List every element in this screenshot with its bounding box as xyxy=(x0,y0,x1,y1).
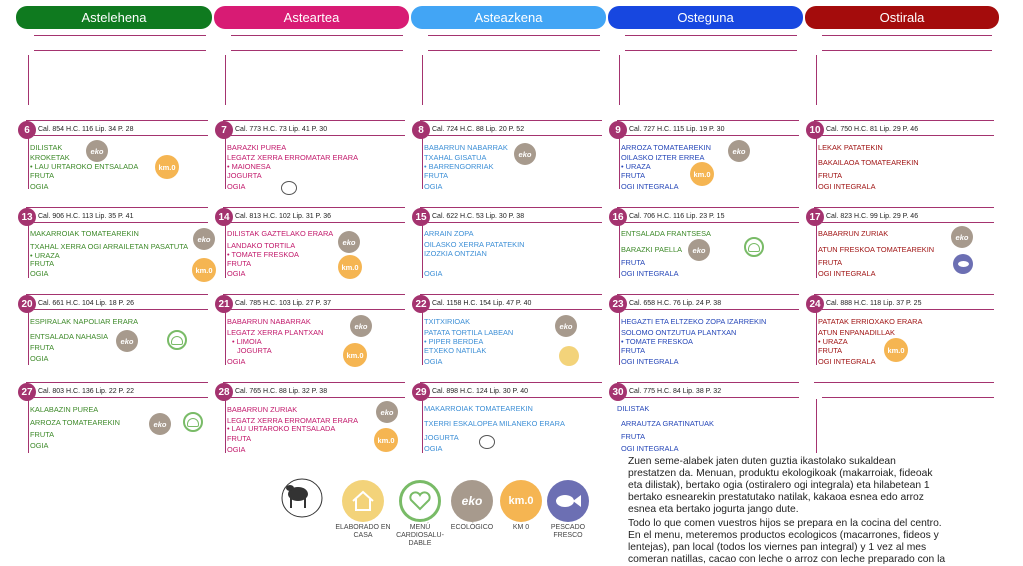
km0-icon: km.0 xyxy=(338,255,362,279)
header-ostirala: Ostirala xyxy=(805,6,999,29)
note-line: prestatzen da. Menuan, produktu ekologikoak (makarroiak, fideoak xyxy=(628,468,933,479)
eko-icon: eko xyxy=(555,315,577,337)
km0-icon: km.0 xyxy=(343,343,367,367)
heart-icon xyxy=(399,480,441,522)
heart-icon xyxy=(167,330,187,350)
km0-icon: km.0 xyxy=(884,338,908,362)
house-icon xyxy=(342,480,384,522)
legend-label-eko: ECOLÓGICO xyxy=(450,524,494,531)
note-line: Todo lo que comen vuestros hijos se prepara en la cocina del centro. xyxy=(628,518,942,529)
legend-label-fish: PESCADO FRESCO xyxy=(550,524,586,539)
eko-icon: eko xyxy=(688,239,710,261)
eko-icon: eko xyxy=(451,480,493,522)
eko-icon: eko xyxy=(86,140,108,162)
eko-icon: eko xyxy=(350,315,372,337)
eko-icon: eko xyxy=(193,228,215,250)
fish-icon xyxy=(953,254,973,274)
note-line: bertako esnearekin prestatutako natilak, kakaoa esnea edo arroz xyxy=(628,492,924,503)
heart-icon xyxy=(744,237,764,257)
legend-label-house: ELABORADO EN CASA xyxy=(335,524,391,539)
eko-icon: eko xyxy=(728,140,750,162)
header-osteguna: Osteguna xyxy=(608,6,803,29)
eko-icon: eko xyxy=(338,231,360,253)
header-asteartea: Asteartea xyxy=(214,6,409,29)
agerre-logo-icon xyxy=(278,178,300,198)
km0-icon: km.0 xyxy=(374,428,398,452)
km0-icon: km.0 xyxy=(192,258,216,282)
fish-icon xyxy=(547,480,589,522)
note-line: esnea eta bertako jogurta jango dute. xyxy=(628,504,799,515)
eko-icon: eko xyxy=(376,401,398,423)
note-line: lentejas), pan local (todos los viernes pan integral) y 1 vez al mes xyxy=(628,542,927,553)
header-asteazkena: Asteazkena xyxy=(411,6,606,29)
km0-icon: km.0 xyxy=(500,480,542,522)
eko-icon: eko xyxy=(116,330,138,352)
note-line: eta dilistak), bertako ogia (ostiralero ogi integrala) eta hilabetean 1 xyxy=(628,480,930,491)
legend-label-km: KM 0 xyxy=(512,524,530,531)
agerre-logo-icon xyxy=(476,432,498,452)
note-line: comeran natillas, cacao con leche o arroz con leche preparado con la xyxy=(628,554,946,565)
note-line: En el menu, meteremos productos ecologicos (macarrones, fideos y xyxy=(628,530,939,541)
eko-icon: eko xyxy=(951,226,973,248)
agerre-logo xyxy=(278,476,330,522)
eko-icon: eko xyxy=(149,413,171,435)
house-icon xyxy=(559,346,579,366)
km0-icon: km.0 xyxy=(155,155,179,179)
km0-icon: km.0 xyxy=(690,162,714,186)
legend-label-heart: MENÚ CARDIOSALU- DABLE xyxy=(396,524,444,547)
note-line: Zuen seme-alabek jaten duten guztia ikastolako sukaldean xyxy=(628,456,896,467)
eko-icon: eko xyxy=(514,143,536,165)
header-astelehena: Astelehena xyxy=(16,6,212,29)
heart-icon xyxy=(183,412,203,432)
